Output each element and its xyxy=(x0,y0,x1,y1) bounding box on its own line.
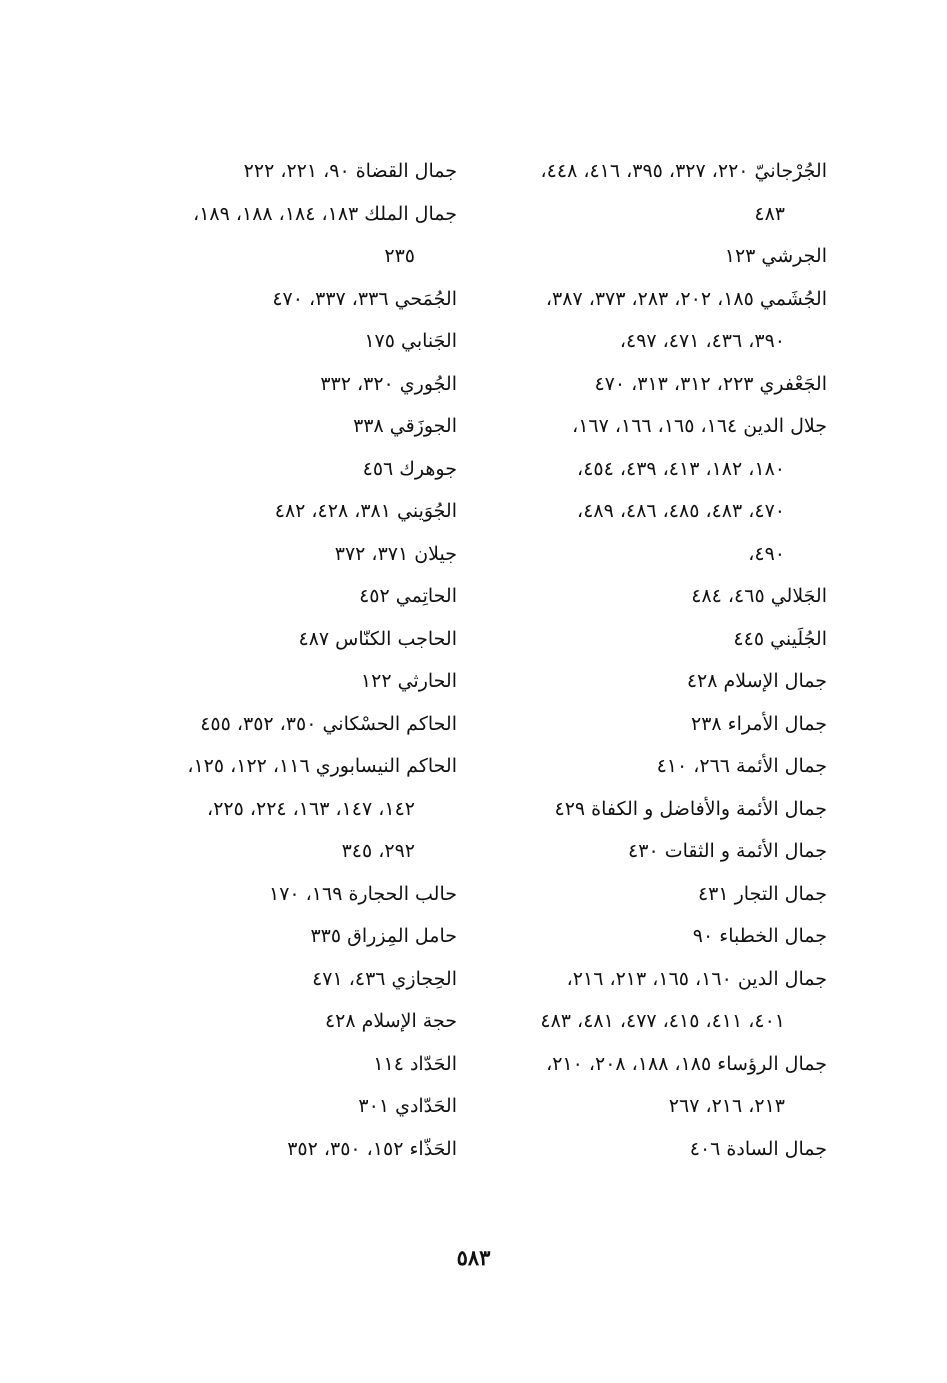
index-entry: الحارثي ١٢٢ xyxy=(360,670,457,692)
index-entry: الجوزَقي ٣٣٨ xyxy=(353,415,457,437)
index-entry: جمال الملك ١٨٣، ١٨٤، ١٨٨، ١٨٩، xyxy=(193,202,457,225)
index-entry-continuation: ١٤٢، ١٤٧، ١٦٣، ٢٢٤، ٢٢٥، xyxy=(207,797,415,820)
index-entry: جيلان ٣٧١، ٣٧٢ xyxy=(334,542,457,565)
index-column-left xyxy=(107,150,457,1170)
index-entry: الحاتِمي ٤٥٢ xyxy=(359,585,457,607)
index-entry: جلال الدين ١٦٤، ١٦٥، ١٦٦، ١٦٧، xyxy=(572,415,827,437)
index-entry: الجُشَمي ١٨٥، ٢٠٢، ٢٨٣، ٣٧٣، ٣٨٧، xyxy=(545,287,827,310)
index-entry: الجَلالي ٤٦٥، ٤٨٤ xyxy=(691,585,827,607)
index-entry-continuation: ٤٩٠، xyxy=(748,542,785,565)
index-entry: جمال التجار ٤٣١ xyxy=(697,882,827,905)
index-entry-continuation: ٤٨٣ xyxy=(754,202,785,225)
index-entry: الحاكم النيسابوري ١١٦، ١٢٢، ١٢٥، xyxy=(187,755,457,777)
index-entry: الجُمَحي ٣٣٦، ٣٣٧، ٤٧٠ xyxy=(272,287,457,310)
index-entry: الحَدّاد ١١٤ xyxy=(373,1052,457,1075)
index-entry: جمال الدين ١٦٠، ١٦٥، ٢١٣، ٢١٦، xyxy=(566,967,827,990)
index-entry: جمال الأئمة و الثقات ٤٣٠ xyxy=(628,840,827,862)
index-entry: جمال السادة ٤٠٦ xyxy=(689,1137,827,1160)
index-entry: الحاجب الكنّاس ٤٨٧ xyxy=(298,627,457,650)
index-entry: الجَعْفري ٢٢٣، ٣١٢، ٣١٣، ٤٧٠ xyxy=(594,372,827,395)
index-entry: الجَنابي ١٧٥ xyxy=(364,330,457,352)
index-entry: جمال الرؤساء ١٨٥، ١٨٨، ٢٠٨، ٢١٠، xyxy=(546,1052,827,1075)
index-entry: جمال القضاة ٩٠، ٢٢١، ٢٢٢ xyxy=(243,160,457,182)
index-entry: حالب الحجارة ١٦٩، ١٧٠ xyxy=(269,882,457,905)
index-entry: الحِجازي ٤٣٦، ٤٧١ xyxy=(312,967,457,990)
index-entry: جمال الخطباء ٩٠ xyxy=(692,925,827,947)
index-entry: جمال الأئمة والأفاضل و الكفاة ٤٢٩ xyxy=(554,797,827,820)
index-entry-continuation: ٢٣٥ xyxy=(384,245,415,267)
index-entry-continuation: ٢٩٢، ٣٤٥ xyxy=(341,840,415,862)
index-entry: حامل المِزراق ٣٣٥ xyxy=(310,925,457,947)
index-entry: الجُلَيني ٤٤٥ xyxy=(733,627,827,650)
index-entry: الجُوَيني ٣٨١، ٤٢٨، ٤٨٢ xyxy=(274,500,457,522)
index-entry: جمال الإسلام ٤٢٨ xyxy=(686,670,827,692)
index-entry: جمال الأمراء ٢٣٨ xyxy=(690,712,827,735)
index-entry-continuation: ٤٠١، ٤١١، ٤١٥، ٤٧٧، ٤٨١، ٤٨٣ xyxy=(540,1010,785,1032)
index-entry: الجُوري ٣٢٠، ٣٣٢ xyxy=(320,372,457,395)
index-column-right xyxy=(482,150,827,1170)
index-entry: الحَدّادي ٣٠١ xyxy=(358,1095,457,1117)
index-entry: الحَذّاء ١٥٢، ٣٥٠، ٣٥٢ xyxy=(287,1137,457,1160)
index-entry: الحاكم الحسْكاني ٣٥٠، ٣٥٢، ٤٥٥ xyxy=(200,712,457,735)
index-entry-continuation: ٤٧٠، ٤٨٣، ٤٨٥، ٤٨٦، ٤٨٩، xyxy=(577,500,785,522)
index-entry-continuation: ٣٩٠، ٤٣٦، ٤٧١، ٤٩٧، xyxy=(619,330,785,352)
index-entry: جمال الأئمة ٢٦٦، ٤١٠ xyxy=(656,755,827,777)
index-entry-continuation: ١٨٠، ١٨٢، ٤١٣، ٤٣٩، ٤٥٤، xyxy=(577,457,785,480)
index-entry: الجُرْجانيّ ٢٢٠، ٣٢٧، ٣٩٥، ٤١٦، ٤٤٨، xyxy=(540,160,827,182)
page-number: ٥٨٣ xyxy=(456,1245,491,1270)
index-entry-continuation: ٢١٣، ٢١٦، ٢٦٧ xyxy=(668,1095,785,1117)
index-entry: الجرشي ١٢٣ xyxy=(724,245,827,267)
index-entry: جوهرك ٤٥٦ xyxy=(362,457,457,480)
index-entry: حجة الإسلام ٤٢٨ xyxy=(324,1010,457,1032)
